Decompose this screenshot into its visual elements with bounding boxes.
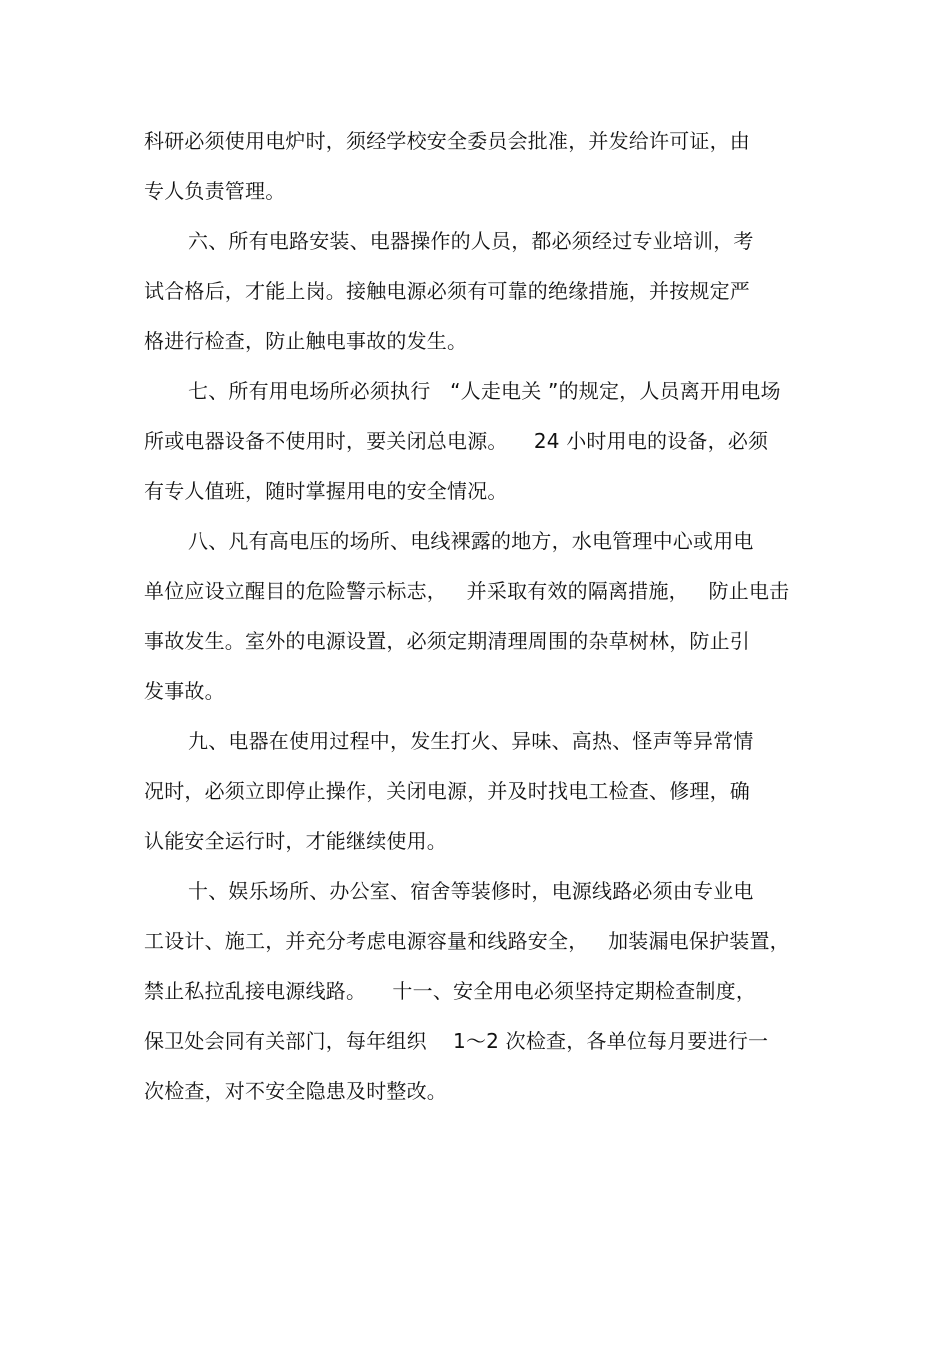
text-line: 有专人值班，随时掌握用电的安全情况。	[144, 479, 508, 503]
text-line: 认能安全运行时，才能继续使用。	[144, 829, 447, 853]
text-line: 试合格后，才能上岗。接触电源必须有可靠的绝缘措施，并按规定严	[144, 279, 750, 303]
text-line: 禁止私拉乱接电源线路。 十一、安全用电必须坚持定期检查制度，	[144, 979, 757, 1003]
text-line: 况时，必须立即停止操作，关闭电源，并及时找电工检查、修理，确	[144, 779, 750, 803]
text-line: 发事故。	[144, 679, 225, 703]
text-line: 保卫处会同有关部门，每年组织 1～2 次检查，各单位每月要进行一	[144, 1029, 769, 1053]
text-line: 事故发生。室外的电源设置，必须定期清理周围的杂草树林，防止引	[144, 629, 750, 653]
text-line: 单位应设立醒目的危险警示标志， 并采取有效的隔离措施， 防止电击	[144, 579, 790, 603]
text-line: 所或电器设备不使用时，要关闭总电源。 24 小时用电的设备，必须	[144, 429, 769, 453]
paragraph-10-start: 十、娱乐场所、办公室、宿舍等装修时，电源线路必须由专业电	[188, 879, 754, 903]
text-line: 格进行检查，防止触电事故的发生。	[144, 329, 468, 353]
text-line: 科研必须使用电炉时，须经学校安全委员会批准，并发给许可证，由	[144, 129, 750, 153]
text-line: 工设计、施工，并充分考虑电源容量和线路安全， 加装漏电保护装置，	[144, 929, 790, 953]
paragraph-7-start: 七、所有用电场所必须执行 “人走电关 ”的规定，人员离开用电场	[188, 379, 781, 403]
paragraph-9-start: 九、电器在使用过程中，发生打火、异味、高热、怪声等异常情	[188, 729, 754, 753]
text-line: 次检查，对不安全隐患及时整改。	[144, 1079, 447, 1103]
paragraph-6-start: 六、所有电路安装、电器操作的人员，都必须经过专业培训，考	[188, 229, 754, 253]
paragraph-8-start: 八、凡有高电压的场所、电线裸露的地方，水电管理中心或用电	[188, 529, 754, 553]
text-line: 专人负责管理。	[144, 179, 286, 203]
